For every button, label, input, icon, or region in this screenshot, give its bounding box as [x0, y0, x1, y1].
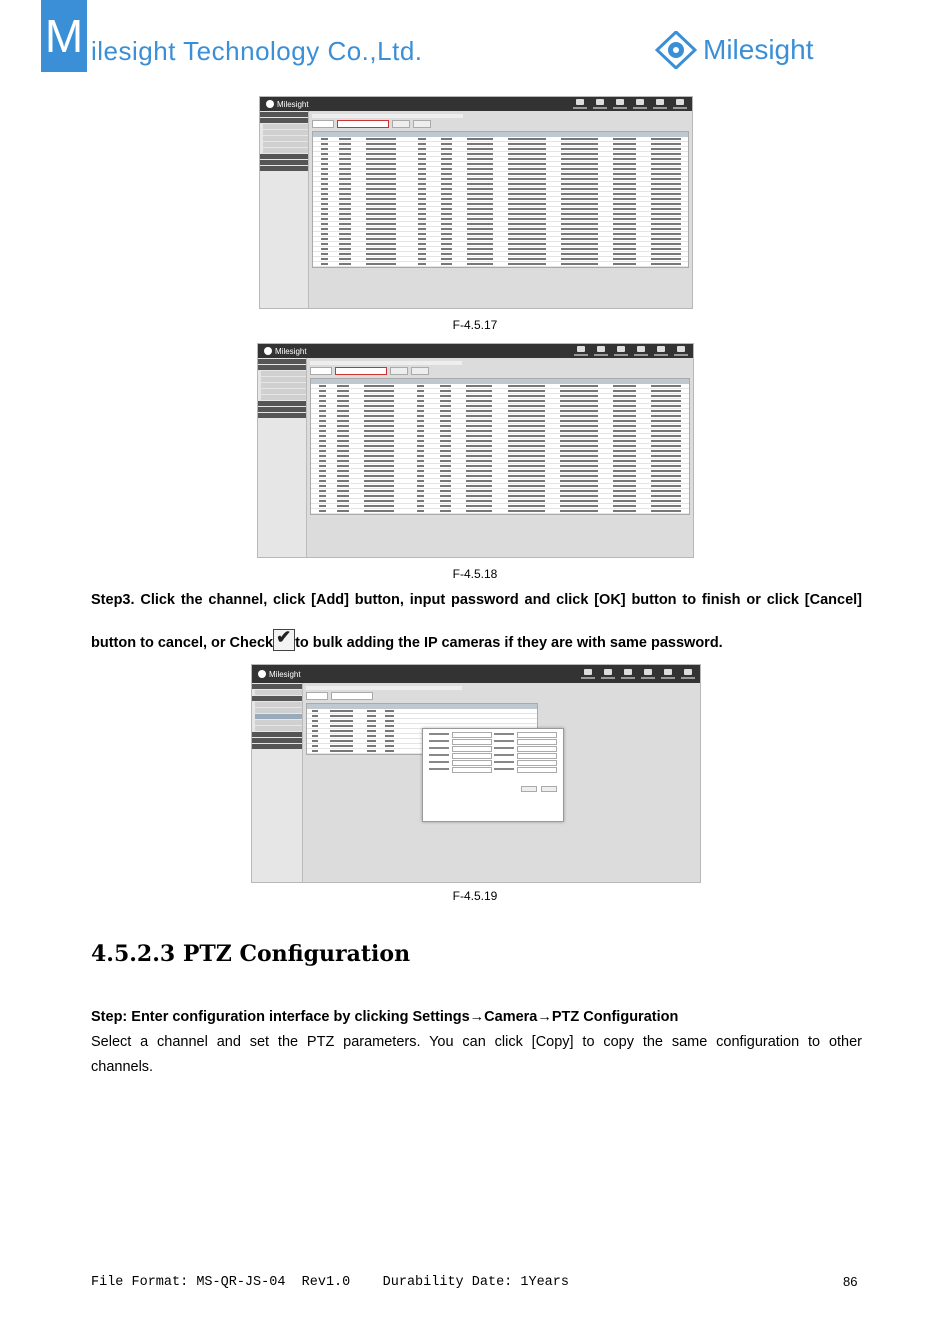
- step3-line1: Step3. Click the channel, click [Add] button, input password and click [OK] button to finish or click [Cancel]: [91, 592, 862, 608]
- step3-line2: [91, 629, 862, 653]
- screenshot-camera-search-1: [259, 96, 693, 309]
- brand-icon: [258, 670, 266, 678]
- paragraph-line1: Select a channel and set the PTZ parameters. You can click [Copy] to copy the same configuration to other: [91, 1034, 862, 1050]
- arrow-right-icon: →: [469, 1009, 485, 1025]
- screenshot-camera-search-2: [257, 343, 694, 558]
- app-brand: Milesight: [269, 669, 301, 679]
- figure-caption-3: F-4.5.19: [452, 889, 498, 903]
- milesight-logo: [655, 30, 813, 70]
- eye-logo-icon: [655, 31, 697, 69]
- company-logo-m: M: [41, 0, 87, 72]
- logo-text: Milesight: [703, 34, 814, 65]
- figure-caption-1: F-4.5.17: [452, 318, 498, 332]
- add-camera-dialog: [422, 728, 564, 822]
- app-brand: Milesight: [275, 346, 307, 356]
- step3-line2-after: to bulk adding the IP cameras if they are with same password.: [295, 635, 723, 651]
- table-row: [311, 509, 689, 514]
- page-number: 86: [843, 1274, 858, 1289]
- footer-text: File Format: MS-QR-JS-04 Rev1.0 Durability Date: 1Years: [91, 1275, 569, 1290]
- screenshot-add-camera: [251, 664, 701, 883]
- step-ptz: PTZ Configuration: [551, 1009, 679, 1025]
- step-camera: Camera: [484, 1009, 538, 1025]
- brand-icon: [266, 100, 274, 108]
- table-row: [313, 262, 688, 267]
- figure-caption-2: F-4.5.18: [452, 567, 498, 581]
- step-prefix: Step: Enter configuration interface by clicking Settings: [91, 1009, 470, 1025]
- arrow-right-icon: →: [537, 1009, 552, 1025]
- app-brand: Milesight: [277, 99, 309, 109]
- section-heading: 4.5.2.3 PTZ Configuration: [91, 941, 411, 967]
- brand-icon: [264, 347, 272, 355]
- company-name: ilesight Technology Co.,Ltd.: [91, 36, 423, 66]
- checkbox-checked-icon: [273, 629, 295, 651]
- step3-line2-before: button to cancel, or Check: [91, 635, 274, 651]
- step-instruction: [91, 1007, 862, 1027]
- paragraph-line2: channels.: [91, 1059, 154, 1075]
